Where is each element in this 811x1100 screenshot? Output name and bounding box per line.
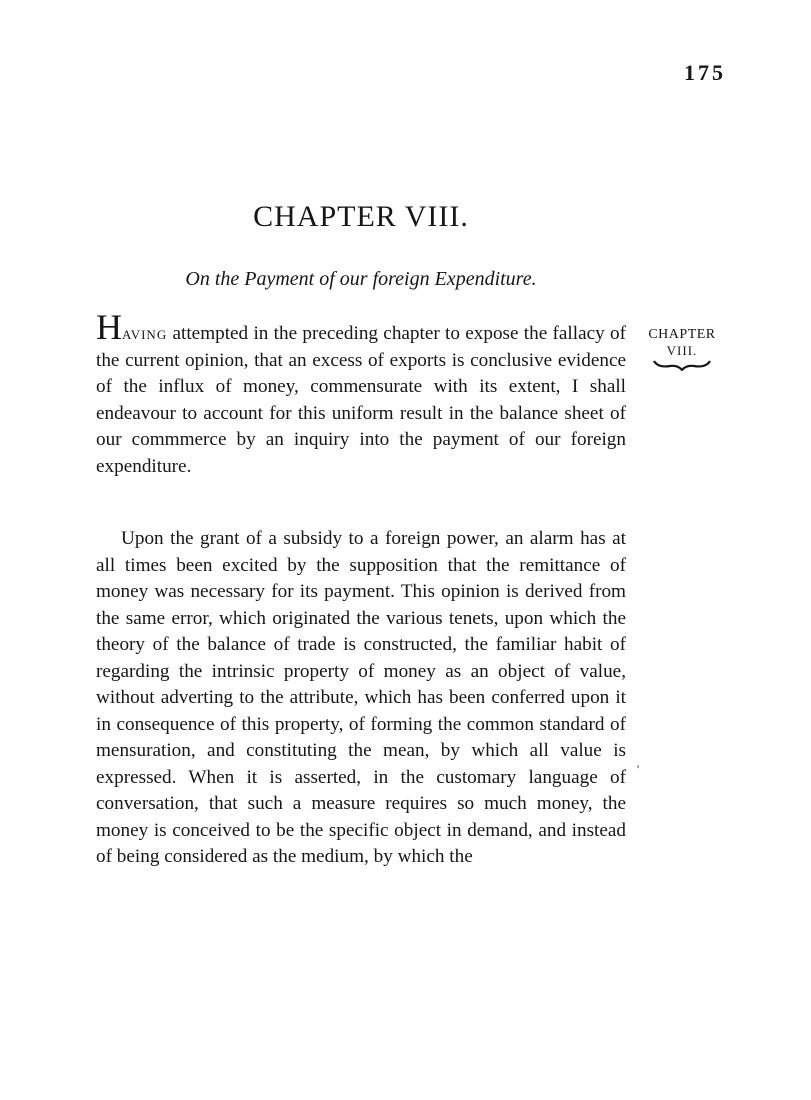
margin-note-number: VIII.	[666, 343, 698, 358]
paragraph-1-text: attempted in the preceding chapter to expose the fallacy of the current opinion, that an excess of exports is conclusive evidence of the influx of money, commensurate with its extent, I shall endeavour to account for this uniform result in the balance sheet of our commmerce by an inquiry into the payment of our foreign expenditure.	[96, 323, 626, 477]
drop-initial: H	[96, 307, 122, 347]
paragraph-1	[96, 307, 626, 480]
stray-mark: '	[637, 762, 640, 776]
paragraph-2: Upon the grant of a subsidy to a foreign power, an alarm has at all times been excited by the supposition that the remittance of money was necessary for its payment. This opinion is derived from the same error, which originated the various tenets, upon which the theory of the balance of trade is constructed, the familiar habit of regarding the intrinsic property of money as an object of value, without adverting to the attribute, which has been conferred upon it in consequence of this property, of forming the common standard of mensuration, and constituting the mean, by which all value is expressed. When it is asserted, in the customary language of conversation, that such a measure requires so much money, the money is conceived to be the specific object in demand, and instead of being considered as the medium, by which the	[96, 528, 626, 867]
margin-note	[632, 326, 732, 371]
page-number: 175	[684, 60, 726, 85]
margin-note-chapter: CHAPTER	[648, 327, 716, 342]
chapter-heading: CHAPTER VIII.	[253, 200, 469, 233]
small-caps-word: aving	[122, 323, 168, 344]
chapter-subtitle: On the Payment of our foreign Expenditure.	[185, 268, 537, 290]
brace-ornament-icon	[652, 359, 712, 371]
